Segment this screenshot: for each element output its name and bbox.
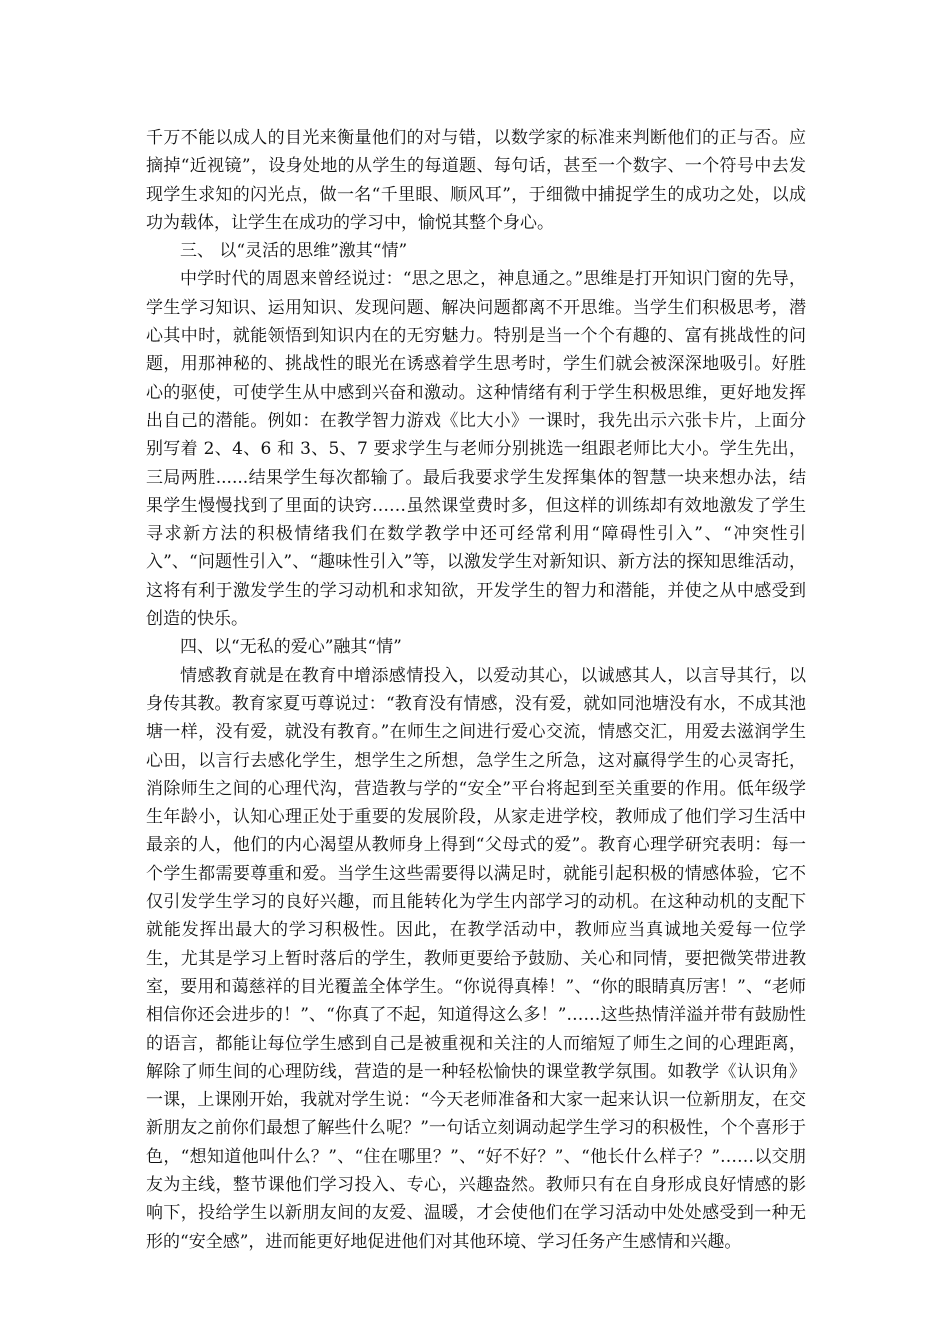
paragraph-continuation: 千万不能以成人的目光来衡量他们的对与错，以数学家的标准来判断他们的正与否。应摘掉“近视镜”，设身处地的从学生的每道题、每句话，甚至一个数字、一个符号中去发现学生求知的闪光点，做一名“千里眼、顺风耳”，于细微中捕捉学生的成功之处，以成功为载体，让学生在成功的学习中，愉悦其整个身心。 xyxy=(146,128,806,233)
section-heading-three: 三、 以“灵活的思维”激其“情” xyxy=(180,241,408,262)
paragraph-flexible-thinking: 中学时代的周恩来曾经说过：“思之思之，神息通之。”思维是打开知识门窗的先导，学生学习知识、运用知识、发现问题、解决问题都离不开思维。当学生们积极思考，潜心其中时，就能领悟到知识内在的无穷魅力。特别是当一个个有趣的、富有挑战性的问题，用那神秘的、挑战性的眼光在诱惑着学生思考时，学生们就会被深深地吸引。好胜心的驱使，可使学生从中感到兴奋和激动。这种情绪有利于学生积极思维，更好地发挥出自己的潜能。例如：在教学智力游戏《比大小》一课时，我先出示六张卡片，上面分别写着 2、4、6 和 3、5、7 要求学生与老师分别挑选一组跟老师比大小。学生先出，三局两胜......结果学生每次都输了。最后我要求学生发挥集体的智慧一块来想办法，结果学生慢慢找到了里面的诀窍……虽然课堂费时多，但这样的训练却有效地激发了学生寻求新方法的积极情绪我们在数学教学中还可经常利用“障碍性引入”、“冲突性引入”、“问题性引入”、“趣味性引入”等，以激发学生对新知识、新方法的探知思维活动，这将有利于激发学生的学习动机和求知欲，开发学生的智力和潜能，并使之从中感受到创造的快乐。 xyxy=(146,269,806,630)
paragraph-selfless-love: 情感教育就是在教育中增添感情投入，以爱动其心，以诚感其人，以言导其行，以身传其教。教育家夏丏尊说过：“教育没有情感，没有爱，就如同池塘没有水，不成其池塘一样，没有爱，就没有教育。”在师生之间进行爱心交流，情感交汇，用爱去滋润学生心田，以言行去感化学生，想学生之所想，急学生之所急，这对赢得学生的心灵寄托，消除师生之间的心理代沟，营造教与学的“安全”平台将起到至关重要的作用。低年级学生年龄小，认知心理正处于重要的发展阶段，从家走进学校，教师成了他们学习生活中最亲的人，他们的内心渴望从教师身上得到“父母式的爱”。教育心理学研究表明：每一个学生都需要尊重和爱。当学生这些需要得以满足时，就能引起积极的情感体验，它不仅引发学生学习的良好兴趣，而且能转化为学生内部学习的动机。在这种动机的支配下就能发挥出最大的学习积极性。因此，在教学活动中，教师应当真诚地关爱每一位学生，尤其是学习上暂时落后的学生，教师更要给予鼓励、关心和同情，要把微笑带进教室，要用和蔼慈祥的目光覆盖全体学生。“你说得真棒！”、“你的眼睛真厉害！”、“老师相信你还会进步的！”、“你真了不起，知道得这么多！”……这些热情洋溢并带有鼓励性的语言，都能让每位学生感到自己是被重视和关注的人而缩短了师生之间的心理距离，解除了师生间的心理防线，营造的是一种轻松愉快的课堂教学氛围。如教学《认识角》一课，上课刚开始，我就对学生说：“今天老师准备和大家一起来认识一位新朋友，在交新朋友之前你们最想了解些什么呢？”一句话立刻调动起学生学习的积极性，个个喜形于色，“想知道他叫什么？”、“住在哪里？”、“好不好？”、“他长什么样子？”……以交朋友为主线，整节课他们学习投入、专心，兴趣盎然。教师只有在自身形成良好情感的影响下，投给学生以新朋友间的友爱、温暖，才会使他们在学习活动中处处感受到一种无形的“安全感”，进而能更好地促进他们对其他环境、学习任务产生感情和兴趣。 xyxy=(146,665,806,1252)
section-heading-four: 四、以“无私的爱心”融其“情” xyxy=(180,637,402,658)
document-page xyxy=(146,124,806,1256)
